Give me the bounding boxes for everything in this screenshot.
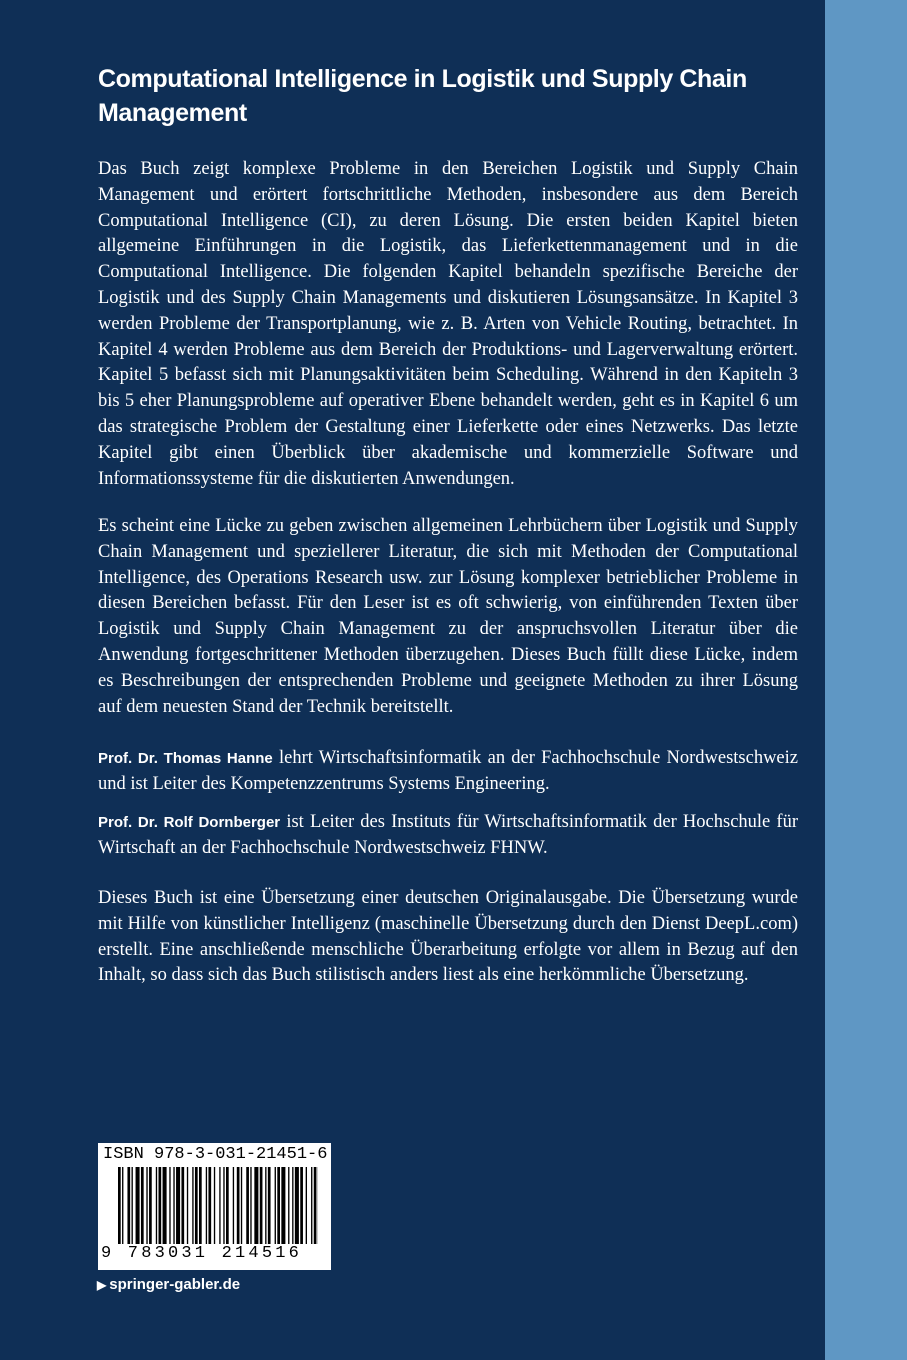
author-bio-text: lehrt Wirtschaftsinformatik an der Fachhochschule Nordwestschweiz und ist Leiter des Kompetenzzentrums Systems Engineering. bbox=[98, 748, 798, 794]
barcode-bar bbox=[292, 1167, 293, 1244]
barcode-bar bbox=[176, 1167, 180, 1244]
arrow-right-icon: ▶ bbox=[97, 1278, 107, 1292]
barcode-bar bbox=[281, 1167, 285, 1244]
barcode-bar bbox=[260, 1167, 263, 1244]
barcode-digits: 9 783031 214516 bbox=[101, 1244, 303, 1263]
barcode-bar bbox=[288, 1167, 289, 1244]
book-title: Computational Intelligence in Logistik und Supply Chain Management bbox=[98, 65, 747, 127]
barcode-bar bbox=[146, 1167, 147, 1244]
barcode-bar bbox=[254, 1167, 258, 1244]
barcode-bars bbox=[118, 1167, 318, 1244]
barcode-bar bbox=[149, 1167, 152, 1244]
isbn-barcode bbox=[98, 1143, 331, 1270]
barcode-bar bbox=[233, 1167, 234, 1244]
translation-note: Dieses Buch ist eine Übersetzung einer deutschen Originalausgabe. Die Übersetzung wurde mit Hilfe von künstlicher Intelligenz (maschinelle Übersetzung durch den Dienst DeepL.com) erstellt. Eine anschließende menschliche Überarbeitung erfolgte vor allem in Bezug auf den Inhalt, so dass sich das Buch stilistisch anders liest als eine herkömmliche Übersetzung. bbox=[98, 888, 798, 986]
barcode-bar bbox=[127, 1167, 130, 1244]
barcode-bar bbox=[226, 1167, 229, 1244]
description-paragraph-1: Das Buch zeigt komplexe Probleme in den Bereichen Logistik und Supply Chain Management und erörtert fortschrittliche Methoden, insbesondere aus dem Bereich Computational Intelligence (CI), zu deren Lösung. Die ersten beiden Kapitel bieten allgemeine Einführungen in die Logistik, das Lieferkettenmanagement und in die Computational Intelligence. Die folgenden Kapitel behandeln spezifische Bereiche der Logistik und des Supply Chain Managements und diskutieren Lösungsansätze. In Kapitel 3 werden Probleme der Transportplanung, wie z. B. Arten von Vehicle Routing, betrachtet. In Kapitel 4 werden Probleme aus dem Bereich der Produktions- und Lagerverwaltung erörtert. Kapitel 5 befasst sich mit Planungsaktivitäten beim Scheduling. Während in den Kapiteln 3 bis 5 eher Planungsprobleme auf operativer Ebene behandelt werden, geht es in Kapitel 6 um das strategische Problem der Gestaltung einer Lieferkette oder eines Netzwerks. Das letzte Kapitel gibt einen Überblick über akademische und kommerzielle Software und Informationssysteme für die diskutierten Anwendungen. bbox=[98, 159, 798, 489]
barcode-bar bbox=[295, 1167, 299, 1244]
barcode-bar bbox=[241, 1167, 242, 1244]
author-bio-text: ist Leiter des Instituts für Wirtschaftsinformatik der Hochschule für Wirtschaft an der Fachhochschule Nordwestschweiz FHNW. bbox=[98, 812, 798, 858]
barcode-bar bbox=[223, 1167, 224, 1244]
barcode-bar bbox=[300, 1167, 303, 1244]
barcode-bar bbox=[219, 1167, 220, 1244]
author-bio-hanne bbox=[98, 746, 798, 798]
barcode-bar bbox=[169, 1167, 170, 1244]
author-name: Prof. Dr. Rolf Dornberger bbox=[98, 814, 281, 831]
barcode-bar bbox=[206, 1167, 207, 1244]
barcode-bar bbox=[192, 1167, 193, 1244]
accent-stripe bbox=[825, 0, 907, 1360]
barcode-bar bbox=[268, 1167, 271, 1244]
barcode-bar bbox=[306, 1167, 307, 1244]
barcode-bar bbox=[265, 1167, 266, 1244]
barcode-bar bbox=[199, 1167, 202, 1244]
barcode-bar bbox=[246, 1167, 249, 1244]
author-bio-dornberger bbox=[98, 810, 798, 862]
barcode-bar bbox=[195, 1167, 198, 1244]
author-name: Prof. Dr. Thomas Hanne bbox=[98, 750, 273, 767]
barcode-bar bbox=[275, 1167, 276, 1244]
barcode-bar bbox=[181, 1167, 184, 1244]
barcode-bar bbox=[277, 1167, 280, 1244]
barcode-bar bbox=[314, 1167, 317, 1244]
barcode-bar bbox=[156, 1167, 157, 1244]
barcode-bar bbox=[118, 1167, 121, 1244]
barcode-bar bbox=[187, 1167, 188, 1244]
barcode-bar bbox=[208, 1167, 211, 1244]
barcode-bar bbox=[122, 1167, 123, 1244]
barcode-bar bbox=[132, 1167, 133, 1244]
barcode-bar bbox=[250, 1167, 251, 1244]
barcode-bar bbox=[173, 1167, 174, 1244]
publisher-website-link[interactable] bbox=[97, 1276, 240, 1293]
barcode-bar bbox=[237, 1167, 240, 1244]
barcode-bar bbox=[163, 1167, 167, 1244]
isbn-label: ISBN 978-3-031-21451-6 bbox=[103, 1145, 328, 1164]
barcode-bar bbox=[214, 1167, 215, 1244]
barcode-bar bbox=[136, 1167, 140, 1244]
description-paragraph-2: Es scheint eine Lücke zu geben zwischen allgemeinen Lehrbüchern über Logistik und Supply Chain Management und speziellerer Literatur, die sich mit Methoden der Computational Intelligence, des Operations Research usw. zur Lösung komplexer betrieblicher Probleme in diesen Bereichen befasst. Für den Leser ist es oft schwierig, von einführenden Texten über Logistik und Supply Chain Management zu der anspruchsvollen Literatur über die Anwendung fortgeschrittener Methoden überzugehen. Dieses Buch füllt diese Lücke, indem es Beschreibungen der entsprechenden Probleme und geeignete Methoden zu ihrer Lösung auf dem neuesten Stand der Technik bereitstellt. bbox=[98, 516, 798, 717]
website-text: springer-gabler.de bbox=[109, 1276, 241, 1293]
barcode-bar bbox=[311, 1167, 312, 1244]
barcode-bar bbox=[159, 1167, 162, 1244]
barcode-bar bbox=[141, 1167, 144, 1244]
